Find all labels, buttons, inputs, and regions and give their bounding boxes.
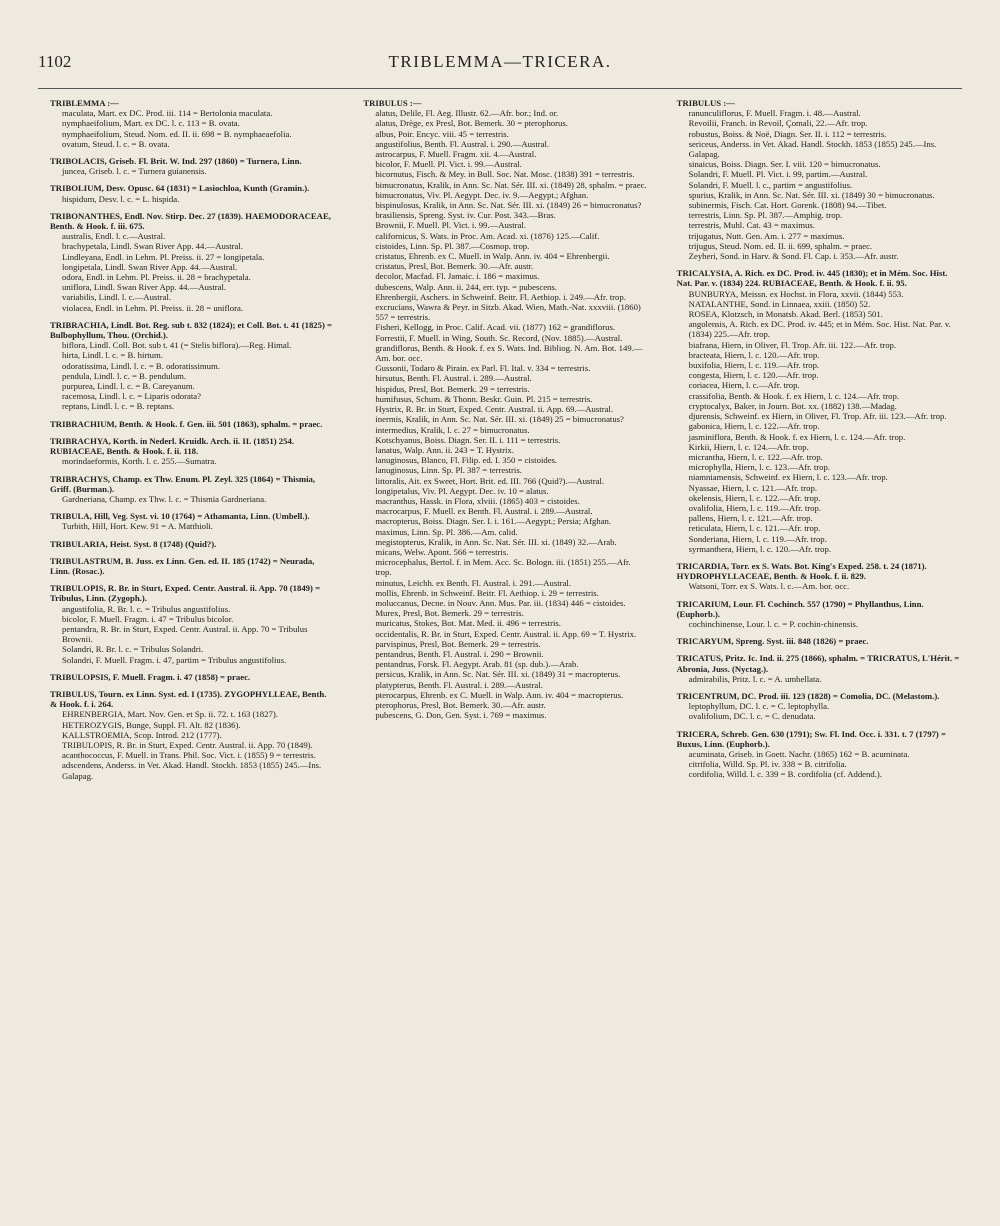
entry-heading: TRIBOLIUM, Desv. Opusc. 64 (1831) = Lasiochloa, Kunth (Gramin.). — [50, 183, 310, 194]
entry-line: ovatum, Steud. l. c. = B. ovata. — [62, 138, 170, 149]
entry-line: citrifolia, Willd. Sp. Pl. iv. 338 = B. citrifolia. — [688, 759, 847, 770]
entry-line: trijugus, Steud. Nom. ed. II. ii. 699, sphalm. = praec. — [688, 240, 873, 251]
entry-heading: TRICARYUM, Spreng. Syst. iii. 848 (1826) = praec. — [676, 636, 869, 647]
entry-line: djurensis, Schweinf. ex Hiern, in Oliver, Fl. Trop. Afr. iii. 123.—Afr. trop. — [688, 411, 947, 422]
entry-line: Solandri, F. Muell. Fragm. i. 47, partim = Tribulus angustifolius. — [62, 654, 287, 665]
entry-line: gabonica, Hiern, l. c. 122.—Afr. trop. — [688, 421, 820, 432]
entry-line: microphylla, Hiern, l. c. 123.—Afr. trop. — [688, 462, 831, 473]
entry-line: TRIBULOPIS, R. Br. in Sturt, Exped. Centr. Austral. ii. App. 70 (1849). — [62, 739, 313, 750]
entry-line: bracteata, Hiern, l. c. 120.—Afr. trop. — [688, 349, 820, 360]
dictionary-entry — [38, 511, 335, 531]
entry-line: parvispinus, Presl, Bot. Bemerk. 29 = terrestris. — [375, 638, 541, 649]
entry-line: odora, Endl. in Lehm. Pl. Preiss. ii. 28 = brachypetala. — [62, 272, 251, 283]
entry-line: dubescens, Walp. Ann. ii. 244, err. typ. = pubescens. — [375, 281, 557, 292]
entry-line: spurius, Kralik, in Ann. Sc. Nat. Sér. III. xi. (1849) 30 = bimucronatus. — [688, 189, 935, 200]
entry-line: Solandri, F. Muell. Pl. Vict. i. 99, partim.—Austral. — [688, 169, 868, 180]
dictionary-entry — [351, 98, 648, 720]
entry-line: niamniamensis, Schweinf. ex Hiern, l. c. 123.—Afr. trop. — [688, 472, 888, 483]
entry-line: reptans, Lindl. l. c. = B. reptans. — [62, 401, 175, 412]
page-header — [38, 52, 962, 86]
entry-line: acanthococcus, F. Muell. in Trans. Phil. Soc. Vict. i. (1855) 9 = terrestris. — [62, 750, 316, 761]
running-head: TRIBLEMMA—TRICERA. — [388, 52, 612, 71]
entry-line: syrmanthera, Hiern, l. c. 120.—Afr. trop. — [688, 543, 831, 554]
entry-line: microcephalus, Bertol. f. in Mem. Acc. Sc. Bologn. iii. (1851) 255.—Afr. trop. — [375, 557, 631, 578]
dictionary-entry — [665, 729, 962, 780]
entry-line: lanuginosus, Linn. Sp. Pl. 387 = terrestris. — [375, 465, 522, 476]
entry-line: Forrestii, F. Muell. in Wing, South. Sc. Record, (Nov. 1885).—Austral. — [375, 332, 623, 343]
entry-line: odoratissima, Lindl. l. c. = B. odoratissimum. — [62, 360, 220, 371]
entry-line: NATALANTHE, Sond. in Linnaea, xxiii. (1850) 52. — [688, 298, 871, 309]
entry-line: maculata, Mart. ex DC. Prod. iii. 114 = Bertolonia maculata. — [62, 108, 273, 119]
entry-line: excrucians, Wawra & Peyr. in Sitzb. Akad. Wien, Math.-Nat. xxxviii. (1860) 557 = terrestris. — [375, 302, 641, 323]
entry-line: muricatus, Stokes, Bot. Mat. Med. ii. 496 = terrestris. — [375, 618, 561, 629]
entry-line: Solandri, F. Muell. l. c., partim = angustifolius. — [688, 179, 853, 190]
entry-line: okelensis, Hiern, l. c. 122.—Afr. trop. — [688, 492, 821, 503]
entry-line: longipetalus, Viv. Pl. Aegypt. Dec. iv. 10 = alatus. — [375, 485, 549, 496]
entry-line: macrocarpus, F. Muell. ex Benth. Fl. Austral. i. 289.—Austral. — [375, 506, 593, 517]
entry-line: cristatus, Ehrenb. ex C. Muell. in Walp. Ann. iv. 404 = Ehrenbergii. — [375, 251, 610, 262]
entry-line: nymphaeifolium, Mart. ex DC. l. c. 113 = B. ovata. — [62, 118, 240, 129]
entry-line: cistoides, Linn. Sp. Pl. 387.—Cosmop. trop. — [375, 240, 530, 251]
entry-line: alatus, Drège, ex Presl, Bot. Bemerk. 30 = pterophorus. — [375, 118, 568, 129]
dictionary-entry — [665, 98, 962, 261]
dictionary-entry — [38, 436, 335, 467]
entry-line: buxifolia, Hiern, l. c. 119.—Afr. trop. — [688, 360, 820, 371]
entry-line: ROSEA, Klotzsch, in Monatsb. Akad. Berl. (1853) 501. — [688, 309, 883, 320]
dictionary-entry — [665, 268, 962, 554]
entry-line: cordifolia, Willd. l. c. 339 = B. cordifolia (cf. Addend.). — [688, 769, 882, 780]
entry-line: bispinulosus, Kralik, in Ann. Sc. Nat. Sér. III. xi. (1849) 26 = bimucronatus? — [375, 200, 642, 211]
entry-line: sinaicus, Boiss. Diagn. Ser. I. viii. 120 = bimucronatus. — [688, 159, 881, 170]
entry-line: bicornutus, Fisch. & Mey. in Bull. Soc. Nat. Mosc. (1838) 391 = terrestris. — [375, 169, 635, 180]
entry-line: intermedius, Kralik, l. c. 27 = bimucronatus. — [375, 424, 530, 435]
entry-line: Ehrenbergii, Aschers. in Schweinf. Beitr. Fl. Aethiop. i. 249.—Afr. trop. — [375, 291, 626, 302]
entry-line: Sonderiana, Hiern, l. c. 119.—Afr. trop. — [688, 533, 827, 544]
dictionary-entry — [38, 156, 335, 176]
columns — [38, 98, 962, 1206]
entry-line: Watsoni, Torr. ex S. Wats. l. c.—Am. bor. occ. — [688, 581, 850, 592]
entry-heading: TRIBOLACIS, Griseb. Fl. Brit. W. Ind. 297 (1860) = Turnera, Linn. — [50, 156, 302, 167]
entry-heading: TRIBONANTHES, Endl. Nov. Stirp. Dec. 27 (1839). HAEMODORACEAE, Benth. & Hook. f. iii. 675. — [50, 210, 331, 232]
entry-line: pentandrus, Benth. Fl. Austral. i. 290 = Brownii. — [375, 648, 544, 659]
entry-line: moluccanus, Decne. in Nouv. Ann. Mus. Par. iii. (1834) 446 = cistoides. — [375, 597, 626, 608]
entry-line: californicus, S. Wats. in Proc. Am. Acad. xi. (1876) 125.—Calif. — [375, 230, 600, 241]
entry-line: pentandra, R. Br. in Sturt, Exped. Centr. Austral. ii. App. 70 = Tribulus Brownii. — [62, 623, 308, 645]
entry-line: angustifolius, Benth. Fl. Austral. i. 290.—Austral. — [375, 138, 550, 149]
entry-line: brachypetala, Lindl. Swan River App. 44.—Austral. — [62, 241, 243, 252]
dictionary-entry — [38, 320, 335, 412]
entry-line: lanuginosus, Blanco, Fl. Filip. ed. I. 350 = cistoides. — [375, 455, 558, 466]
entry-line: pendula, Lindl. l. c. = B. pendulum. — [62, 370, 187, 381]
entry-line: pterocarpus, Ehrenb. ex C. Muell. in Walp. Ann. iv. 404 = macropterus. — [375, 689, 624, 700]
entry-line: hispidum, Desv. l. c. = L. hispida. — [62, 193, 180, 204]
entry-line: biflora, Lindl. Coll. Bot. sub t. 41 (= Stelis biflora).—Reg. Himal. — [62, 340, 292, 351]
entry-line: violacea, Endl. in Lehm. Pl. Preiss. ii. 28 = uniflora. — [62, 302, 244, 313]
entry-line: cristatus, Presl, Bot. Bemerk. 30.—Afr. austr. — [375, 261, 534, 272]
entry-heading: TRICATUS, Pritz. Ic. Ind. ii. 275 (1866), sphalm. = TRICRATUS, L'Hérit. = Abronia, Juss. (Nyctag.). — [676, 653, 960, 674]
dictionary-entry — [665, 561, 962, 592]
dictionary-entry — [38, 539, 335, 549]
entry-line: BUNBURYA, Meissn. ex Hochst. in Flora, xxvii. (1844) 553. — [688, 288, 904, 299]
entry-line: hispidus, Presl, Bot. Bemerk. 29 = terrestris. — [375, 383, 530, 394]
entry-line: leptophyllum, DC. l. c. = C. leptophylla. — [688, 701, 830, 712]
column-left — [38, 98, 335, 1206]
entry-line: maximus, Linn. Sp. Pl. 386.—Am. calid. — [375, 526, 518, 537]
entry-line: acuminata, Griseb. in Goett. Nachr. (1865) 162 = B. acuminata. — [688, 748, 910, 759]
entry-line: Turbith, Hill, Hort. Kew. 91 = A. Matthioli. — [62, 521, 213, 532]
entry-heading: TRICERA, Schreb. Gen. 630 (1791); Sw. Fl. Ind. Occ. i. 331. t. 7 (1797) = Buxus, Linn. (Euphorb.). — [676, 728, 946, 749]
entry-line: brasiliensis, Spreng. Syst. iv. Cur. Post. 343.—Bras. — [375, 210, 556, 221]
entry-line: purpurea, Lindl. l. c. = B. Careyanum. — [62, 381, 195, 392]
entry-line: jasminiflora, Benth. & Hook. f. ex Hiern, l. c. 124.—Afr. trop. — [688, 431, 906, 442]
entry-heading: TRICALYSIA, A. Rich. ex DC. Prod. iv. 445 (1830); et in Mém. Soc. Hist. Nat. Par. v. (1834) 224. RUBIACEAE, Benth. & Hook. f. ii. 95. — [676, 268, 948, 289]
entry-line: bimucronatus, Kralik, in Ann. Sc. Nat. Sér. III. xi. (1849) 28, sphalm. = praec. — [375, 179, 647, 190]
dictionary-entry — [38, 583, 335, 665]
entry-line: robustus, Boiss. & Noë, Diagn. Ser. II. i. 112 = terrestris. — [688, 128, 887, 139]
entry-heading: TRIBULUS :— — [363, 98, 422, 108]
entry-line: astrocarpus, F. Muell. Fragm. xii. 4.—Austral. — [375, 149, 537, 160]
entry-heading: TRIBRACHYS, Champ. ex Thw. Enum. Pl. Zeyl. 325 (1864) = Thismia, Griff. (Burman.). — [50, 473, 316, 494]
entry-line: morindaeformis, Korth. l. c. 255.—Sumatra. — [62, 456, 217, 467]
entry-line: hirta, Lindl. l. c. = B. hirtum. — [62, 350, 163, 361]
entry-heading: TRIBULASTRUM, B. Juss. ex Linn. Gen. ed. II. 185 (1742) = Neurada, Linn. (Rosac.). — [50, 555, 315, 576]
entry-line: reticulata, Hiern, l. c. 121.—Afr. trop. — [688, 523, 821, 534]
dictionary-entry — [38, 211, 335, 313]
entry-line: Nyassae, Hiern, l. c. 121.—Afr. trop. — [688, 482, 818, 493]
entry-line: platypterus, Benth. Fl. Austral. i. 289.—Austral. — [375, 679, 543, 690]
entry-line: Revoilii, Franch. in Revoil, Çomali, 22.—Afr. trop. — [688, 118, 868, 129]
dictionary-entry — [38, 474, 335, 505]
entry-line: macropterus, Boiss. Diagn. Ser. I. i. 161.—Aegypt.; Persia; Afghan. — [375, 516, 612, 527]
dictionary-entry — [665, 691, 962, 722]
header-rule — [38, 88, 962, 89]
entry-line: persicus, Kralik, in Ann. Sc. Nat. Sér. III. xi. (1849) 31 = macropterus. — [375, 669, 621, 680]
entry-line: trijugatus, Nutt. Gen. Am. i. 277 = maximus. — [688, 230, 845, 241]
entry-line: Kirkii, Hiern, l. c. 124.—Afr. trop. — [688, 441, 809, 452]
column-right — [665, 98, 962, 1206]
entry-heading: TRIBLEMMA :— — [50, 98, 119, 108]
entry-line: cochinchinense, Lour. l. c. = P. cochin-chinensis. — [688, 618, 859, 629]
entry-line: megistopterus, Kralik, in Ann. Sc. Nat. Sér. III. xi. (1849) 32.—Arab. — [375, 536, 617, 547]
entry-line: australis, Endl. l. c.—Austral. — [62, 231, 166, 242]
entry-line: Kotschyanus, Boiss. Diagn. Ser. II. i. 111 = terrestris. — [375, 434, 561, 445]
entry-line: terrestris, Linn. Sp. Pl. 387.—Amphig. trop. — [688, 210, 843, 221]
entry-line: micans, Welw. Apont. 566 = terrestris. — [375, 546, 509, 557]
entry-line: lanatus, Walp. Ann. ii. 243 = T. Hystrix. — [375, 444, 514, 455]
entry-line: Brownii, F. Muell. Pl. Vict. i. 99.—Austral. — [375, 220, 526, 231]
dictionary-entry — [38, 689, 335, 781]
entry-heading: TRIBULOPSIS, F. Muell. Fragm. i. 47 (1858) = praec. — [50, 671, 251, 682]
entry-heading: TRICENTRUM, DC. Prod. iii. 123 (1828) = Comolia, DC. (Melastom.). — [676, 690, 940, 701]
entry-line: decolor, Macfad. Fl. Jamaic. i. 186 = maximus. — [375, 271, 540, 282]
dictionary-entry — [38, 419, 335, 429]
entry-line: admirabilis, Pritz. l. c. = A. umbellata. — [688, 673, 822, 684]
dictionary-entry — [38, 98, 335, 149]
entry-line: uniflora, Lindl. Swan River App. 44.—Austral. — [62, 282, 227, 293]
entry-line: grandiflorus, Benth. & Hook. f. ex S. Wats. Ind. Bibliog. N. Am. Bot. 149.—Am. bor. occ. — [375, 342, 643, 364]
entry-line: bicolor, F. Muell. Pl. Vict. i. 99.—Austral. — [375, 159, 522, 170]
entry-line: Solandri, R. Br. l. c. = Tribulus Solandri. — [62, 644, 204, 655]
entry-heading: TRICARIUM, Lour. Fl. Cochinch. 557 (1790) = Phyllanthus, Linn. (Euphorb.). — [676, 598, 924, 619]
entry-line: KALLSTROEMIA, Scop. Introd. 212 (1777). — [62, 729, 222, 740]
entry-line: terrestris, Muhl. Cat. 43 = maximus. — [688, 220, 815, 231]
entry-heading: TRIBULOPIS, R. Br. in Sturt, Exped. Centr. Austral. ii. App. 70 (1849) = Tribulus, Linn. (Zygoph.). — [50, 583, 321, 604]
entry-line: juncea, Griseb. l. c. = Turnera guianensis. — [62, 166, 207, 177]
entry-line: EHRENBERGIA, Mart. Nov. Gen. et Sp. ii. 72. t. 163 (1827). — [62, 709, 278, 720]
entry-line: angolensis, A. Rich. ex DC. Prod. iv. 445; et in Mém. Soc. Hist. Nat. Par. v. (1834) 225.—Afr. trop. — [688, 319, 951, 340]
entry-line: coriacea, Hiern, l. c.—Afr. trop. — [688, 380, 800, 391]
entry-line: inermis, Kralik, in Ann. Sc. Nat. Sér. III. xi. (1849) 25 = bimucronatus? — [375, 414, 624, 425]
entry-line: bicolor, F. Muell. Fragm. i. 47 = Tribulus bicolor. — [62, 613, 234, 624]
entry-heading: TRIBULARIA, Heist. Syst. 8 (1748) (Quid?). — [50, 538, 217, 549]
entry-heading: TRICARDIA, Torr. ex S. Wats. Bot. King's Exped. 258. t. 24 (1871). HYDROPHYLLACEAE, Benth. & Hook. f. ii. 829. — [676, 560, 927, 582]
entry-line: alatus, Delile, Fl. Aeg. Illustr. 62.—Afr. bor.; Ind. or. — [375, 108, 559, 119]
entry-line: mollis, Ehrenb. in Schweinf. Beitr. Fl. Aethiop. i. 29 = terrestris. — [375, 587, 599, 598]
entry-line: subinermis, Fisch. Cat. Hort. Gorenk. (1808) 94.—Tibet. — [688, 200, 887, 211]
entry-line: biafrana, Hiern, in Oliver, Fl. Trop. Afr. iii. 122.—Afr. trop. — [688, 339, 897, 350]
dictionary-entry — [38, 183, 335, 203]
dictionary-entry — [665, 599, 962, 630]
entry-line: angustifolia, R. Br. l. c. = Tribulus angustifolius. — [62, 603, 231, 614]
entry-line: crassifolia, Benth. & Hook. f. ex Hiern, l. c. 124.—Afr. trop. — [688, 390, 900, 401]
entry-line: humifusus, Schum. & Thonn. Beskr. Guin. Pl. 215 = terrestris. — [375, 393, 593, 404]
entry-line: Fisheri, Kellogg, in Proc. Calif. Acad. vii. (1877) 162 = grandiflorus. — [375, 322, 615, 333]
column-middle — [351, 98, 648, 1206]
dictionary-entry — [665, 636, 962, 646]
entry-heading: TRIBRACHYA, Korth. in Nederl. Kruidk. Arch. ii. II. (1851) 254. RUBIACEAE, Benth. & Hook. f. ii. 118. — [50, 435, 294, 457]
entry-line: albus, Poir. Encyc. viii. 45 = terrestris. — [375, 128, 509, 139]
dictionary-entry — [38, 556, 335, 576]
entry-line: Hystrix, R. Br. in Sturt, Exped. Centr. Austral. ii. App. 69.—Austral. — [375, 404, 614, 415]
entry-line: littoralis, Ait. ex Sweet, Hort. Brit. ed. III. 766 (Quid?).—Austral. — [375, 475, 605, 486]
entry-line: Murex, Presl, Bot. Bemerk. 29 = terrestris. — [375, 608, 524, 619]
entry-line: minutus, Leichh. ex Benth. Fl. Austral. i. 291.—Austral. — [375, 577, 572, 588]
entry-line: pentandrus, Forsk. Fl. Aegypt. Arab. 81 (sp. dub.).—Arab. — [375, 659, 579, 670]
entry-line: pubescens, G. Don, Gen. Syst. i. 769 = maximus. — [375, 710, 547, 721]
entry-heading: TRIBULA, Hill, Veg. Syst. vi. 10 (1764) = Athamanta, Linn. (Umbell.). — [50, 511, 310, 522]
entry-line: pallens, Hiern, l. c. 121.—Afr. trop. — [688, 513, 813, 524]
entry-line: Gussonii, Todaro & Pirain. ex Parl. Fl. Ital. v. 334 = terrestris. — [375, 363, 591, 374]
entry-line: nymphaeifolium, Steud. Nom. ed. II. ii. 698 = B. nymphaeaefolia. — [62, 128, 292, 139]
entry-heading: TRIBRACHIA, Lindl. Bot. Reg. sub t. 832 (1824); et Coll. Bot. t. 41 (1825) = Bulbophyllum, Thou. (Orchid.). — [50, 319, 332, 341]
entry-line: sericeus, Anderss. in Vet. Akad. Handl. Stockh. 1853 (1855) 245.—Ins. Galapag. — [688, 138, 937, 160]
entry-line: cryptocalyx, Baker, in Journ. Bot. xx. (1882) 138.—Madag. — [688, 400, 897, 411]
entry-line: adscendens, Anderss. in Vet. Akad. Handl. Stockh. 1853 (1855) 245.—Ins. Galapag. — [62, 760, 322, 781]
entry-line: HETEROZYGIS, Bunge, Suppl. Fl. Alt. 82 (1836). — [62, 719, 241, 730]
entry-line: variabilis, Lindl. l. c.—Austral. — [62, 292, 172, 303]
entry-line: bimucronatus, Viv. Pl. Aegypt. Dec. iv. 9.—Aegypt.; Afghan. — [375, 189, 589, 200]
entry-line: Zeyheri, Sond. in Harv. & Sond. Fl. Cap. i. 353.—Afr. austr. — [688, 251, 899, 262]
entry-line: micrantha, Hiern, l. c. 122.—Afr. trop. — [688, 451, 823, 462]
entry-line: Lindleyana, Endl. in Lehm. Pl. Preiss. ii. 27 = longipetala. — [62, 251, 265, 262]
entry-line: ranunculiflorus, F. Muell. Fragm. i. 48.—Austral. — [688, 108, 861, 119]
entry-line: longipetala, Lindl. Swan River App. 44.—Austral. — [62, 261, 238, 272]
entry-line: racemosa, Lindl. l. c. = Liparis odorata? — [62, 391, 202, 402]
dictionary-entry — [38, 672, 335, 682]
entry-heading: TRIBULUS :— — [676, 98, 735, 108]
entry-line: ovalifolia, Hiern, l. c. 119.—Afr. trop. — [688, 502, 822, 513]
entry-line: occidentalis, R. Br. in Sturt, Exped. Centr. Austral. ii. App. 69 = T. Hystrix. — [375, 628, 637, 639]
entry-line: congesta, Hiern, l. c. 120.—Afr. trop. — [688, 370, 819, 381]
entry-line: macranthus, Hassk. in Flora, xlviii. (1865) 403 = cistoides. — [375, 495, 580, 506]
entry-line: Gardneriana, Champ. ex Thw. l. c. = Thismia Gardneriana. — [62, 493, 267, 504]
entry-line: hirsutus, Benth. Fl. Austral. i. 289.—Austral. — [375, 373, 532, 384]
entry-line: pterophorus, Presl, Bot. Bemerk. 30.—Afr. austr. — [375, 699, 546, 710]
entry-heading: TRIBULUS, Tourn. ex Linn. Syst. ed. I (1735). ZYGOPHYLLEAE, Benth. & Hook. f. i. 264. — [50, 688, 327, 710]
entry-line: ovalifolium, DC. l. c. = C. denudata. — [688, 711, 816, 722]
entry-heading: TRIBRACHIUM, Benth. & Hook. f. Gen. iii. 501 (1863), sphalm. = praec. — [50, 418, 323, 429]
page-number: 1102 — [38, 52, 72, 71]
dictionary-entry — [665, 653, 962, 684]
